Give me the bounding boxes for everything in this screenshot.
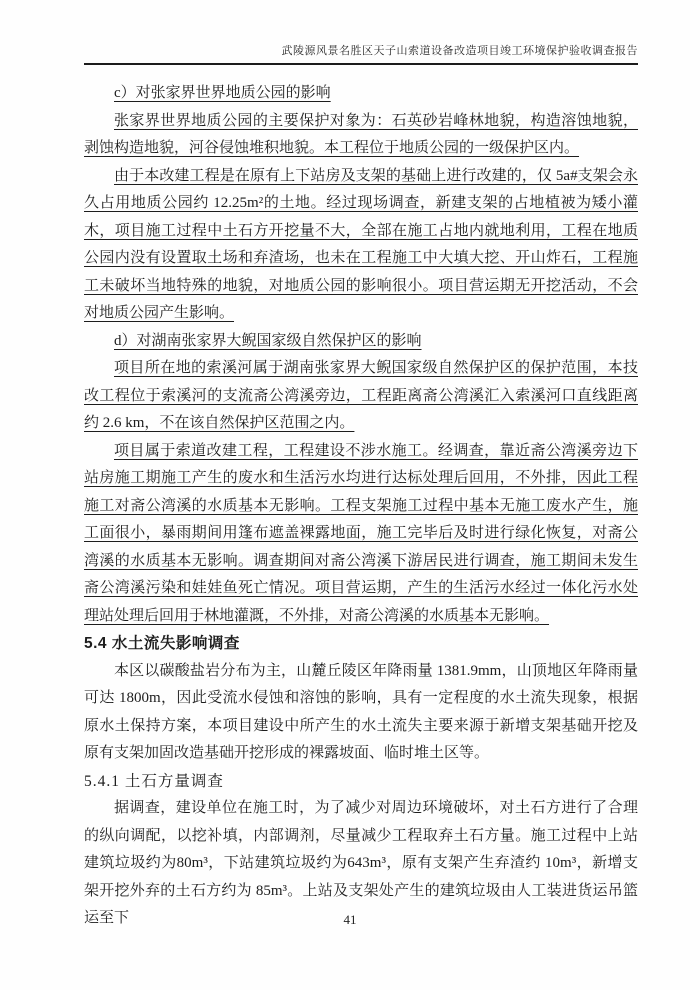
page-number: 41 [343,912,357,927]
section-heading-5-4-1: 5.4.1 土石方量调查 [84,772,224,790]
section-heading-5-4: 5.4 水土流失影响调查 [84,635,240,652]
section-heading-c: c）对张家界世界地质公园的影响 [114,85,331,101]
paragraph-reserve-scope: 项目所在地的索溪河属于湖南张家界大鲵国家级自然保护区的保护范围，本技改工程位于索溪河的支流斋公湾溪旁边，工程距离斋公湾溪汇入索溪河口直线距离约 2.6 km，不在该自然保护区范围之内。 [84,360,638,431]
paragraph-soil-erosion-survey: 本区以碳酸盐岩分布为主，山麓丘陵区年降雨量 1381.9mm，山顶地区年降雨量可达 1800m，因此受流水侵蚀和溶蚀的影响，具有一定程度的水土流失现象，根据原水土保持方案，本项目建设中所产生的水土流失主要来源于新增支架基础开挖及原有支架加固改造基础开挖形成的裸露坡面、临时堆土区等。 [84,662,638,761]
paragraph-earthwork-volume: 据调查，建设单位在施工时，为了减少对周边环境破坏，对土石方进行了合理的纵向调配，以挖补填，内部调剂，尽量减少工程取弃土石方量。施工过程中上站建筑垃圾约为80m³，下站建筑垃圾约为643m³，原有支架产生弃渣约 10m³，新增支架开挖外弃的土石方约为 85m³。上站及支架处产生的建筑垃圾由人工装进货运吊篮运至下 [84,800,638,926]
paragraph-water-quality-impact: 项目属于索道改建工程，工程建设不涉水施工。经调查，靠近斋公湾溪旁边下站房施工期施工产生的废水和生活污水均进行达标处理后回用，不外排，因此工程施工对斋公湾溪的水质基本无影响。工程支架施工过程中基本无施工废水产生，施工面很小，暴雨期间用篷布遮盖裸露地面，施工完毕后及时进行绿化恢复，对斋公湾溪的水质基本无影响。调查期间对斋公湾溪下游居民进行调查，施工期间未发生斋公湾溪污染和娃娃鱼死亡情况。项目营运期，产生的生活污水经过一体化污水处理站处理后回用于林地灌溉，不外排，对斋公湾溪的水质基本无影响。 [84,442,638,624]
section-heading-d: d）对湖南张家界大鲵国家级自然保护区的影响 [114,332,422,349]
paragraph-rebuild-impact: 由于本改建工程是在原有上下站房及支架的基础上进行改建的，仅 5a#支架会永久占用地质公园约 12.25m²的土地。经过现场调查，新建支架的占地植被为矮小灌木，项目施工过程中土石方开挖量不大，全部在施工占地内就地利用，工程在地质公园内没有设置取土场和弃渣场，也未在工程施工中大填大挖、开山炸石，工程施工未破坏当地特殊的地貌，对地质公园的影响很小。项目营运期无开挖活动，不会对地质公园产生影响。 [84,167,638,321]
paragraph-geopark-protection: 张家界世界地质公园的主要保护对象为：石英砂岩峰林地貌，构造溶蚀地貌，剥蚀构造地貌，河谷侵蚀堆积地貌。本工程位于地质公园的一级保护区内。 [84,112,638,156]
page-body [84,80,638,933]
report-header-title: 武陵源风景名胜区天子山索道设备改造项目竣工环境保护验收调查报告 [84,44,638,65]
